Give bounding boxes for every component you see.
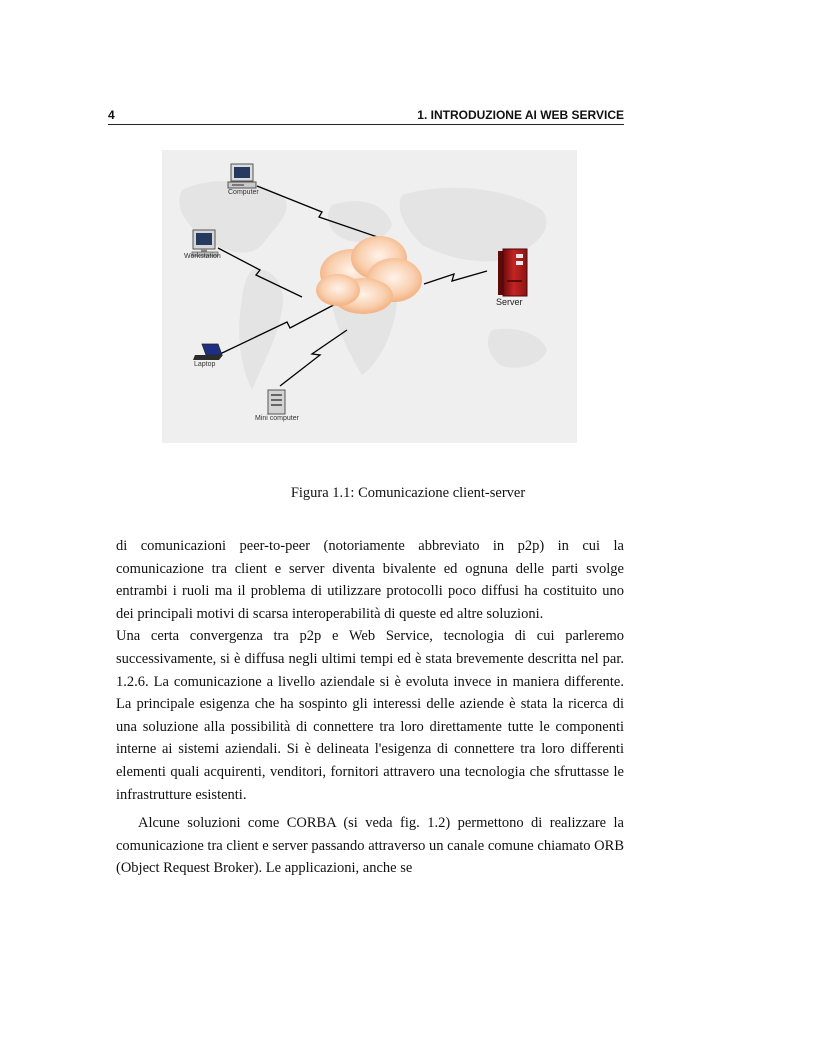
page-number: 4 bbox=[108, 108, 115, 122]
paragraph-2: Una certa convergenza tra p2p e Web Service, tecnologia di cui parleremo successivamente, si è diffusa negli ultimi tempi ed è stata brevemente descritta nel par. 1.2.6. La comunicazione a livello aziendale si è evoluta invece in maniera differente. La principale esigenza che ha sospinto gli interessi delle aziende è stata la ricerca di una soluzione alla possibilità di connettere tra loro direttamente tutte le componenti interne ai sistemi aziendali. Si è delineata l'esigenza di connettere tra loro differenti elementi quali acquirenti, venditori, fornitori attravero una tecnologia che sfruttasse le infrastrutture esistenti. bbox=[116, 628, 624, 803]
server-label: Server bbox=[496, 297, 523, 307]
laptop-label: Laptop bbox=[194, 361, 216, 368]
figure-caption: Figura 1.1: Comunicazione client-server bbox=[290, 485, 526, 501]
computer-icon bbox=[228, 164, 256, 188]
running-header bbox=[108, 106, 624, 125]
client-server-figure bbox=[162, 150, 577, 443]
server-icon bbox=[498, 249, 527, 296]
paragraph-1: di comunicazioni peer-to-peer (notoriamente abbreviato in p2p) in cui la comunicazione tra client e server diventa bivalente ed ognuna delle parti svolge entrambi i ruoli ma il problema di utilizzare protocolli poco diffusi ha costituito uno dei principali motivi di scarsa interoperabilità di queste ed altre soluzioni. bbox=[116, 538, 624, 622]
body-text bbox=[116, 535, 624, 880]
workstation-label: Workstation bbox=[184, 253, 221, 260]
minicomputer-label: Mini computer bbox=[255, 415, 299, 422]
paragraph-3: Alcune soluzioni come CORBA (si veda fig. 1.2) permettono di realizzare la comunicazione tra client e server passando attraverso un canale comune chiamato ORB (Object Request Broker). Le applicazioni, anche se bbox=[116, 815, 624, 877]
computer-label: Computer bbox=[228, 189, 259, 196]
chapter-title: 1. INTRODUZIONE AI WEB SERVICE bbox=[417, 108, 624, 122]
minicomputer-icon bbox=[268, 390, 285, 414]
